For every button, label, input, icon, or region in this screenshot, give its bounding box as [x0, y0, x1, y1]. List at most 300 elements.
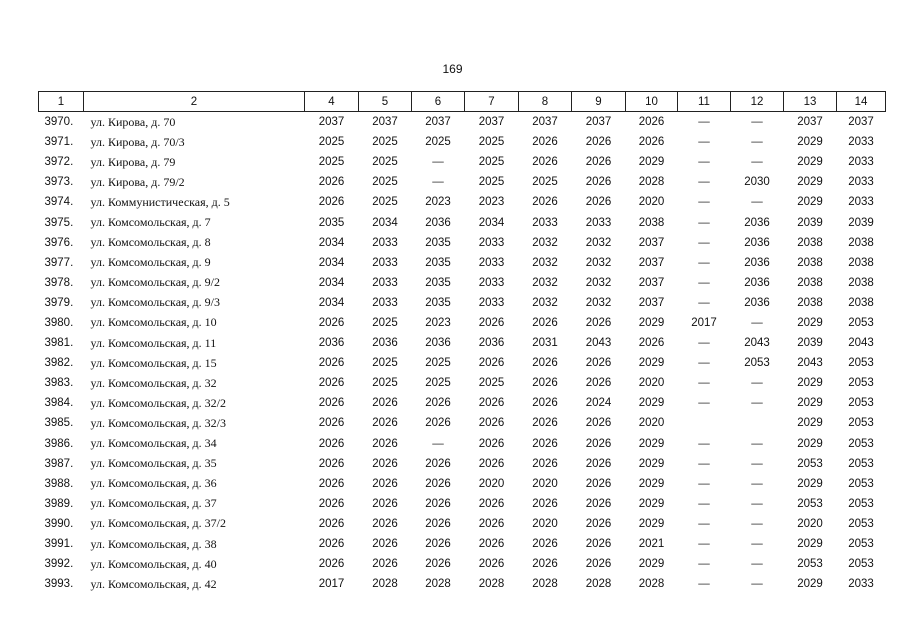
year-cell: 2033 — [848, 156, 874, 169]
column-header: 9 — [572, 92, 626, 112]
year-cell: 2026 — [532, 196, 558, 209]
address-cell: ул. Комсомольская, д. 9/2 — [90, 275, 220, 290]
year-cell: — — [751, 116, 763, 129]
year-cell: 2026 — [585, 136, 612, 149]
year-cell: 2026 — [478, 457, 505, 470]
table-row — [39, 534, 886, 554]
year-cell: 2029 — [797, 417, 823, 430]
year-cell: — — [698, 256, 710, 269]
year-cell: 2025 — [318, 156, 345, 169]
year-cell: 2036 — [744, 256, 770, 269]
year-cell: 2026 — [372, 517, 398, 530]
year-cell: 2036 — [318, 337, 345, 350]
address-cell: ул. Комсомольская, д. 9 — [90, 255, 211, 270]
year-cell: 2033 — [372, 236, 398, 249]
year-cell: — — [751, 477, 763, 490]
year-cell: 2032 — [532, 256, 558, 269]
year-cell: 2026 — [532, 497, 558, 510]
year-cell: 2033 — [848, 176, 874, 189]
year-cell: — — [751, 457, 763, 470]
year-cell: 2024 — [585, 397, 612, 410]
year-cell: 2029 — [638, 477, 665, 490]
year-cell: 2053 — [848, 397, 874, 410]
year-cell: 2026 — [532, 538, 558, 551]
year-cell: 2026 — [478, 316, 505, 329]
year-cell: 2035 — [318, 216, 345, 229]
address-cell: ул. Комсомольская, д. 37/2 — [90, 516, 226, 531]
year-cell: 2035 — [425, 256, 451, 269]
year-cell: 2028 — [638, 578, 665, 591]
row-number: 3987. — [44, 457, 74, 470]
address-cell: ул. Комсомольская, д. 42 — [90, 576, 217, 591]
address-cell: ул. Комсомольская, д. 32/3 — [90, 415, 226, 430]
year-cell: 2033 — [372, 256, 398, 269]
address-cell: ул. Комсомольская, д. 37 — [90, 496, 217, 511]
row-number: 3971. — [44, 136, 74, 149]
table-row — [39, 454, 886, 474]
year-cell: 2033 — [848, 136, 874, 149]
year-cell: 2029 — [797, 316, 823, 329]
row-number: 3978. — [44, 276, 74, 289]
year-cell: 2036 — [372, 337, 398, 350]
table-row — [39, 313, 886, 333]
year-cell: 2053 — [797, 558, 823, 571]
year-cell: 2026 — [318, 196, 345, 209]
table-row — [39, 413, 886, 433]
year-cell: — — [751, 538, 763, 551]
year-cell: 2029 — [797, 176, 823, 189]
year-cell: — — [751, 578, 763, 591]
year-cell: 2026 — [425, 417, 451, 430]
year-cell: 2053 — [848, 357, 874, 370]
year-cell: 2026 — [585, 457, 612, 470]
year-cell: — — [698, 196, 710, 209]
row-number: 3989. — [44, 497, 74, 510]
table-row — [39, 393, 886, 413]
table-row — [39, 474, 886, 494]
year-cell: 2026 — [478, 538, 505, 551]
address-cell: ул. Кирова, д. 70/3 — [90, 134, 185, 149]
year-cell: 2043 — [585, 337, 612, 350]
year-cell: 2034 — [478, 216, 505, 229]
year-cell: 2029 — [638, 357, 665, 370]
year-cell: 2033 — [532, 216, 558, 229]
year-cell: 2026 — [318, 397, 345, 410]
year-cell: — — [698, 538, 710, 551]
address-cell: ул. Коммунистическая, д. 5 — [90, 194, 230, 209]
year-cell: — — [751, 377, 763, 390]
year-cell: 2039 — [797, 337, 823, 350]
year-cell: 2037 — [638, 236, 665, 249]
year-cell: 2038 — [638, 216, 665, 229]
year-cell: 2025 — [532, 176, 558, 189]
year-cell: 2026 — [532, 156, 558, 169]
year-cell: 2026 — [585, 316, 612, 329]
year-cell: — — [698, 236, 710, 249]
year-cell: 2029 — [797, 477, 823, 490]
year-cell: 2032 — [532, 236, 558, 249]
table-row — [39, 333, 886, 353]
year-cell: — — [698, 437, 710, 450]
year-cell: 2053 — [797, 497, 823, 510]
row-number: 3986. — [44, 437, 74, 450]
year-cell: 2032 — [585, 256, 612, 269]
year-cell: — — [751, 316, 763, 329]
year-cell: 2026 — [372, 397, 398, 410]
year-cell: 2023 — [425, 196, 451, 209]
year-cell: — — [432, 156, 444, 169]
year-cell: 2029 — [797, 196, 823, 209]
address-cell: ул. Комсомольская, д. 36 — [90, 476, 217, 491]
year-cell: 2029 — [638, 156, 665, 169]
year-cell: 2029 — [638, 558, 665, 571]
year-cell: 2033 — [372, 276, 398, 289]
address-cell: ул. Комсомольская, д. 11 — [90, 335, 217, 350]
table-row — [39, 273, 886, 293]
year-cell: 2026 — [318, 316, 345, 329]
year-cell: 2053 — [744, 357, 770, 370]
year-cell: 2026 — [585, 517, 612, 530]
year-cell: 2025 — [372, 156, 398, 169]
year-cell: 2026 — [318, 357, 345, 370]
year-cell: 2026 — [585, 497, 612, 510]
address-cell: ул. Кирова, д. 79 — [90, 154, 176, 169]
table-body — [39, 112, 886, 595]
year-cell: 2037 — [797, 116, 823, 129]
year-cell: — — [751, 517, 763, 530]
year-cell: 2026 — [318, 497, 345, 510]
year-cell: 2033 — [585, 216, 612, 229]
table-row — [39, 434, 886, 454]
year-cell: 2023 — [425, 316, 451, 329]
year-cell: 2029 — [638, 437, 665, 450]
table-row — [39, 152, 886, 172]
address-cell: ул. Комсомольская, д. 35 — [90, 456, 217, 471]
address-cell: ул. Комсомольская, д. 34 — [90, 436, 217, 451]
year-cell: 2026 — [585, 377, 612, 390]
year-cell: 2038 — [848, 296, 874, 309]
year-cell: 2035 — [425, 296, 451, 309]
year-cell: 2029 — [638, 457, 665, 470]
table-row — [39, 373, 886, 393]
address-cell: ул. Комсомольская, д. 15 — [90, 355, 217, 370]
year-cell: 2026 — [425, 497, 451, 510]
year-cell: 2026 — [478, 417, 505, 430]
row-number: 3981. — [44, 337, 74, 350]
year-cell: 2043 — [797, 357, 823, 370]
year-cell: 2026 — [585, 558, 612, 571]
column-header: 10 — [626, 92, 678, 112]
year-cell: 2036 — [425, 337, 451, 350]
year-cell: 2026 — [585, 196, 612, 209]
column-header: 11 — [678, 92, 731, 112]
address-cell: ул. Комсомольская, д. 40 — [90, 556, 217, 571]
column-header: 6 — [412, 92, 465, 112]
year-cell: 2039 — [848, 216, 874, 229]
year-cell: 2021 — [638, 538, 665, 551]
row-number: 3982. — [44, 357, 74, 370]
year-cell: 2034 — [318, 276, 345, 289]
column-header: 7 — [465, 92, 519, 112]
year-cell: 2026 — [585, 156, 612, 169]
year-cell: 2026 — [425, 477, 451, 490]
year-cell: 2020 — [638, 377, 665, 390]
year-cell: — — [698, 296, 710, 309]
year-cell: 2039 — [797, 216, 823, 229]
year-cell: 2037 — [372, 116, 398, 129]
year-cell: 2026 — [372, 497, 398, 510]
year-cell: 2026 — [372, 558, 398, 571]
row-number: 3984. — [44, 397, 74, 410]
year-cell: 2026 — [532, 316, 558, 329]
year-cell: 2029 — [797, 156, 823, 169]
year-cell: 2026 — [478, 558, 505, 571]
row-number: 3974. — [44, 196, 74, 209]
year-cell: — — [698, 357, 710, 370]
table-row — [39, 253, 886, 273]
year-cell: 2026 — [372, 437, 398, 450]
row-number: 3975. — [44, 216, 74, 229]
year-cell: 2026 — [638, 116, 665, 129]
year-cell: 2053 — [848, 417, 874, 430]
year-cell: 2036 — [744, 236, 770, 249]
year-cell: 2033 — [848, 578, 874, 591]
year-cell: 2025 — [372, 136, 398, 149]
year-cell: 2020 — [638, 196, 665, 209]
year-cell: 2026 — [425, 538, 451, 551]
year-cell: 2053 — [848, 517, 874, 530]
table-row — [39, 574, 886, 594]
address-cell: ул. Комсомольская, д. 8 — [90, 235, 211, 250]
page-number: 169 — [442, 62, 463, 76]
housing-table — [38, 91, 886, 594]
year-cell: — — [751, 156, 763, 169]
year-cell: 2026 — [532, 136, 558, 149]
year-cell: 2053 — [848, 457, 874, 470]
year-cell: 2029 — [638, 497, 665, 510]
year-cell: 2043 — [744, 337, 770, 350]
row-number: 3993. — [44, 578, 74, 591]
year-cell: 2020 — [478, 477, 505, 490]
table-row — [39, 353, 886, 373]
year-cell: 2017 — [318, 578, 345, 591]
year-cell: 2028 — [425, 578, 451, 591]
year-cell: 2043 — [848, 337, 874, 350]
year-cell: 2026 — [585, 437, 612, 450]
year-cell: — — [432, 176, 444, 189]
year-cell: 2038 — [848, 236, 874, 249]
year-cell: 2026 — [478, 497, 505, 510]
year-cell: 2025 — [478, 136, 505, 149]
address-cell: ул. Комсомольская, д. 38 — [90, 536, 217, 551]
year-cell: 2026 — [372, 417, 398, 430]
year-cell: — — [698, 216, 710, 229]
year-cell: 2034 — [372, 216, 398, 229]
year-cell: 2026 — [532, 457, 558, 470]
year-cell: 2036 — [744, 296, 770, 309]
year-cell: 2026 — [372, 538, 398, 551]
year-cell: — — [698, 377, 710, 390]
year-cell: 2025 — [478, 377, 505, 390]
year-cell: — — [698, 156, 710, 169]
year-cell: 2037 — [585, 116, 612, 129]
row-number: 3970. — [44, 116, 74, 129]
year-cell: 2026 — [478, 437, 505, 450]
table-row — [39, 132, 886, 152]
year-cell: 2033 — [478, 296, 505, 309]
year-cell: 2029 — [797, 437, 823, 450]
address-cell: ул. Кирова, д. 79/2 — [90, 174, 185, 189]
year-cell: — — [698, 176, 710, 189]
address-cell: ул. Комсомольская, д. 10 — [90, 315, 217, 330]
year-cell: 2026 — [532, 397, 558, 410]
year-cell: 2026 — [318, 558, 345, 571]
year-cell: 2026 — [425, 558, 451, 571]
year-cell: 2026 — [318, 437, 345, 450]
table-row — [39, 112, 886, 133]
address-cell: ул. Комсомольская, д. 32 — [90, 375, 217, 390]
year-cell: 2028 — [585, 578, 612, 591]
address-cell: ул. Комсомольская, д. 7 — [90, 215, 211, 230]
year-cell: — — [698, 457, 710, 470]
year-cell: 2037 — [638, 276, 665, 289]
year-cell: 2033 — [478, 236, 505, 249]
year-cell: — — [698, 116, 710, 129]
table-row — [39, 554, 886, 574]
row-number: 3980. — [44, 316, 74, 329]
table-row — [39, 514, 886, 534]
row-number: 3979. — [44, 296, 74, 309]
year-cell: 2036 — [425, 216, 451, 229]
table-header — [39, 92, 886, 112]
year-cell: 2025 — [425, 377, 451, 390]
column-header: 8 — [519, 92, 572, 112]
year-cell — [678, 413, 731, 433]
year-cell: 2020 — [532, 517, 558, 530]
year-cell: 2032 — [585, 276, 612, 289]
year-cell: 2035 — [425, 236, 451, 249]
year-cell: 2026 — [478, 357, 505, 370]
year-cell: 2037 — [638, 256, 665, 269]
year-cell: 2025 — [372, 357, 398, 370]
year-cell: 2026 — [478, 397, 505, 410]
year-cell: 2025 — [372, 196, 398, 209]
year-cell: 2028 — [532, 578, 558, 591]
row-number: 3991. — [44, 538, 74, 551]
year-cell: 2032 — [532, 276, 558, 289]
address-cell: ул. Комсомольская, д. 9/3 — [90, 295, 220, 310]
table-row — [39, 212, 886, 232]
address-cell: ул. Комсомольская, д. 32/2 — [90, 395, 226, 410]
year-cell: 2033 — [372, 296, 398, 309]
year-cell: 2053 — [848, 538, 874, 551]
year-cell: 2026 — [532, 558, 558, 571]
column-header: 1 — [39, 92, 84, 112]
year-cell: 2032 — [585, 296, 612, 309]
table-row — [39, 172, 886, 192]
year-cell: 2029 — [797, 538, 823, 551]
year-cell: 2053 — [848, 377, 874, 390]
year-cell — [731, 413, 784, 433]
year-cell: 2038 — [848, 276, 874, 289]
year-cell: 2032 — [585, 236, 612, 249]
year-cell: — — [698, 578, 710, 591]
row-number: 3977. — [44, 256, 74, 269]
year-cell: 2025 — [425, 357, 451, 370]
year-cell: — — [751, 558, 763, 571]
year-cell: 2053 — [848, 558, 874, 571]
year-cell: 2020 — [638, 417, 665, 430]
row-number: 3992. — [44, 558, 74, 571]
year-cell: 2036 — [478, 337, 505, 350]
year-cell: 2026 — [585, 417, 612, 430]
year-cell: — — [698, 517, 710, 530]
year-cell: 2026 — [638, 337, 665, 350]
year-cell: 2026 — [478, 517, 505, 530]
year-cell: 2028 — [372, 578, 398, 591]
year-cell: 2029 — [638, 517, 665, 530]
year-cell: 2031 — [532, 337, 558, 350]
column-header: 14 — [837, 92, 886, 112]
year-cell: — — [751, 397, 763, 410]
year-cell: 2029 — [638, 316, 665, 329]
column-header: 12 — [731, 92, 784, 112]
year-cell: 2026 — [585, 176, 612, 189]
year-cell: — — [432, 437, 444, 450]
year-cell: 2053 — [848, 497, 874, 510]
year-cell: 2026 — [532, 417, 558, 430]
year-cell: 2026 — [585, 357, 612, 370]
year-cell: 2038 — [797, 236, 823, 249]
year-cell: 2025 — [425, 136, 451, 149]
year-cell: 2026 — [372, 457, 398, 470]
year-cell: 2053 — [797, 457, 823, 470]
year-cell: 2025 — [318, 136, 345, 149]
year-cell: 2020 — [532, 477, 558, 490]
address-cell: ул. Кирова, д. 70 — [90, 114, 176, 129]
year-cell: 2028 — [478, 578, 505, 591]
year-cell: 2038 — [848, 256, 874, 269]
year-cell: 2026 — [318, 477, 345, 490]
year-cell: 2026 — [318, 417, 345, 430]
year-cell: 2029 — [638, 397, 665, 410]
column-header: 4 — [305, 92, 359, 112]
column-header: 2 — [84, 92, 305, 112]
year-cell: 2032 — [532, 296, 558, 309]
year-cell: 2025 — [372, 176, 398, 189]
year-cell: 2029 — [797, 578, 823, 591]
year-cell: 2037 — [638, 296, 665, 309]
year-cell: 2026 — [318, 517, 345, 530]
year-cell: 2038 — [797, 276, 823, 289]
column-header: 5 — [359, 92, 412, 112]
year-cell: 2026 — [638, 136, 665, 149]
row-number: 3985. — [44, 417, 74, 430]
year-cell: 2033 — [478, 256, 505, 269]
year-cell: 2033 — [478, 276, 505, 289]
year-cell: 2025 — [372, 316, 398, 329]
year-cell: 2026 — [318, 176, 345, 189]
year-cell: 2026 — [585, 477, 612, 490]
year-cell: 2034 — [318, 256, 345, 269]
year-cell: 2026 — [425, 517, 451, 530]
year-cell: — — [698, 276, 710, 289]
year-cell: — — [751, 497, 763, 510]
year-cell: 2023 — [478, 196, 505, 209]
year-cell: 2029 — [797, 136, 823, 149]
year-cell: 2017 — [691, 316, 717, 329]
row-number: 3973. — [44, 176, 74, 189]
